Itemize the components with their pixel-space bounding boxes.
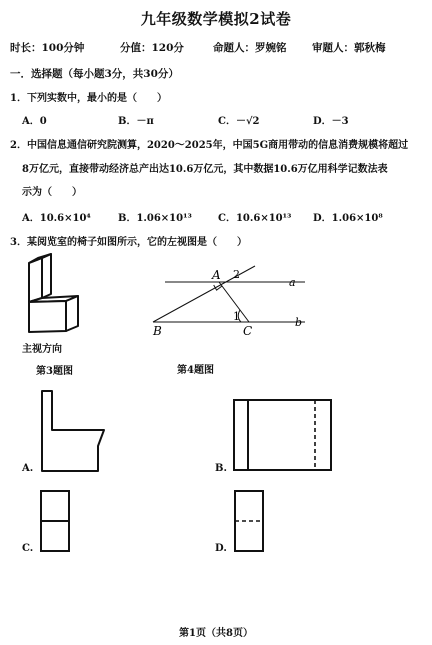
angle-1-label: 1 (233, 310, 240, 323)
question-3-option-c: C. (22, 543, 34, 554)
question-1-option-c: C．－√2 (218, 116, 260, 127)
section-heading: 一．选择题（每小题3分，共30分） (10, 68, 179, 80)
question-3-option-d: D. (215, 543, 227, 554)
view-direction-label: 主视方向 (22, 344, 62, 355)
question-1-option-b: B．－π (118, 116, 154, 127)
question-3-option-a: A. (22, 463, 34, 474)
question-2-line-3: 示为（ ） (22, 187, 82, 198)
geometry-figure (145, 262, 315, 344)
question-1-option-a: A．0 (22, 116, 47, 127)
line-a-label: a (289, 276, 296, 289)
point-a-label: A (212, 268, 221, 282)
question-2-option-a: A．10.6×10⁴ (22, 213, 91, 224)
angle-2-label: 2 (233, 268, 240, 281)
question-2-line-1: 2．中国信息通信研究院测算，2020～2025年，中国5G商用带动的信息消费规模将超过 (10, 140, 409, 151)
exam-reviewer: 审题人：郭秋梅 (312, 42, 386, 54)
chair-figure (18, 252, 108, 337)
point-c-label: C (243, 324, 253, 338)
option-c-figure (38, 488, 72, 554)
point-b-label: B (153, 324, 162, 338)
right-angle-mark (214, 285, 222, 290)
question-2-option-b: B．1.06×10¹³ (118, 213, 192, 224)
question-2-option-c: C．10.6×10¹³ (218, 213, 292, 224)
option-d-figure (232, 488, 266, 554)
option-b-figure (230, 397, 336, 473)
question-1-stem: 1．下列实数中，最小的是（ ） (10, 93, 167, 104)
exam-score: 分值：120分 (120, 42, 184, 54)
option-a-figure (30, 388, 110, 474)
figure-3-caption: 第3题图 (36, 366, 73, 377)
question-1-option-d: D．－3 (313, 116, 349, 127)
exam-duration: 时长：100分钟 (10, 42, 85, 54)
exam-author: 命题人：罗婉铭 (213, 42, 287, 54)
page-title: 九年级数学模拟2试卷 (140, 10, 292, 28)
question-3-stem: 3．某阅览室的椅子如图所示，它的左视图是（ ） (10, 237, 247, 248)
page-footer: 第1页（共8页） (179, 628, 253, 639)
line-b-label: b (295, 316, 303, 329)
question-3-option-b: B. (215, 463, 227, 474)
figure-4-caption: 第4题图 (177, 365, 214, 376)
question-2-line-2: 8万亿元，直接带动经济总产出达10.6万亿元，其中数据10.6万亿用科学记数法表 (22, 164, 388, 175)
question-2-option-d: D．1.06×10⁸ (313, 213, 383, 224)
